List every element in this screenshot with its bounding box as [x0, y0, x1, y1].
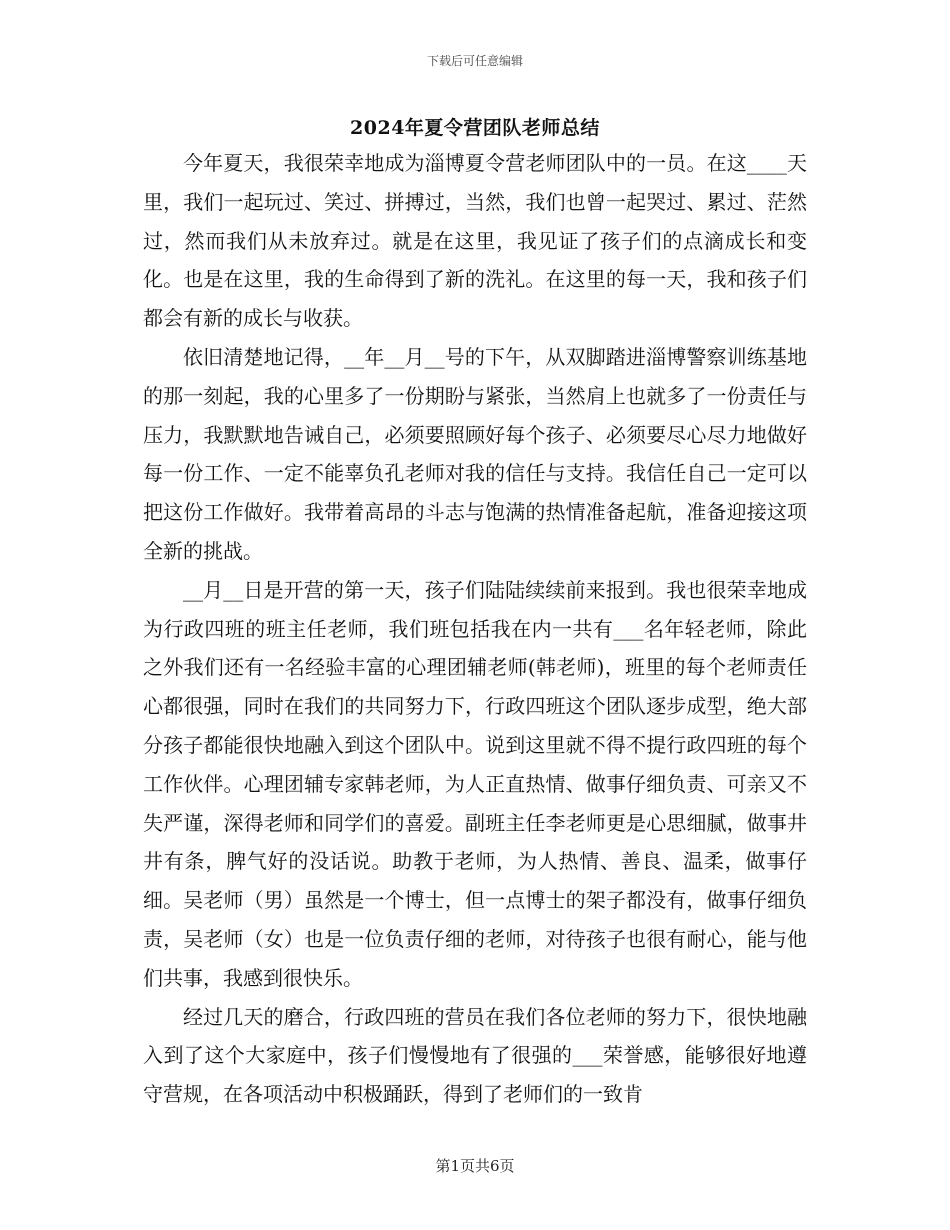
- document-body: [143, 144, 807, 1114]
- paragraph: 经过几天的磨合，行政四班的营员在我们各位老师的努力下，很快地融入到了这个大家庭中，孩子们慢慢地有了很强的___荣誉感，能够很好地遵守营规，在各项活动中积极踊跃，得到了老师们的一致肯: [143, 1004, 807, 1107]
- paragraph: __月__日是开营的第一天，孩子们陆陆续续前来报到。我也很荣幸地成为行政四班的班主任老师，我们班包括我在内一共有___名年轻老师，除此之外我们还有一名经验丰富的心理团辅老师(韩老师)，班里的每个老师责任心都很强，同时在我们的共同努力下，行政四班这个团队逐步成型，绝大部分孩子都能很快地融入到这个团队中。说到这里就不得不提行政四班的每个工作伙伴。心理团辅专家韩老师，为人正直热情、做事仔细负责、可亲又不失严谨，深得老师和同学们的喜爱。副班主任李老师更是心思细腻，做事井井有条，脾气好的没话说。助教于老师，为人热情、善良、温柔，做事仔细。吴老师（男）虽然是一个博士，但一点博士的架子都没有，做事仔细负责，吴老师（女）也是一位负责仔细的老师，对待孩子也很有耐心，能与他们共事，我感到很快乐。: [143, 577, 807, 990]
- document-title: 2024年夏令营团队老师总结: [350, 117, 600, 139]
- paragraph: 今年夏天，我很荣幸地成为淄博夏令营老师团队中的一员。在这____天里，我们一起玩过、笑过、拼搏过，当然，我们也曾一起哭过、累过、茫然过，然而我们从未放弃过。就是在这里，我见证了孩子们的点滴成长和变化。也是在这里，我的生命得到了新的洗礼。在这里的每一天，我和孩子们都会有新的成长与收获。: [143, 151, 807, 331]
- download-note: 下载后可任意编辑: [426, 54, 523, 68]
- page-number: 第1页共6页: [435, 1157, 515, 1175]
- paragraph: 依旧清楚地记得，__年__月__号的下午，从双脚踏进淄博警察训练基地的那一刻起，我的心里多了一份期盼与紧张，当然肩上也就多了一份责任与压力，我默默地告诫自己，必须要照顾好每个孩子、必须要尽心尽力地做好每一份工作、一定不能辜负孔老师对我的信任与支持。我信任自己一定可以把这份工作做好。我带着高昂的斗志与饱满的热情准备起航，准备迎接这项全新的挑战。: [143, 344, 807, 563]
